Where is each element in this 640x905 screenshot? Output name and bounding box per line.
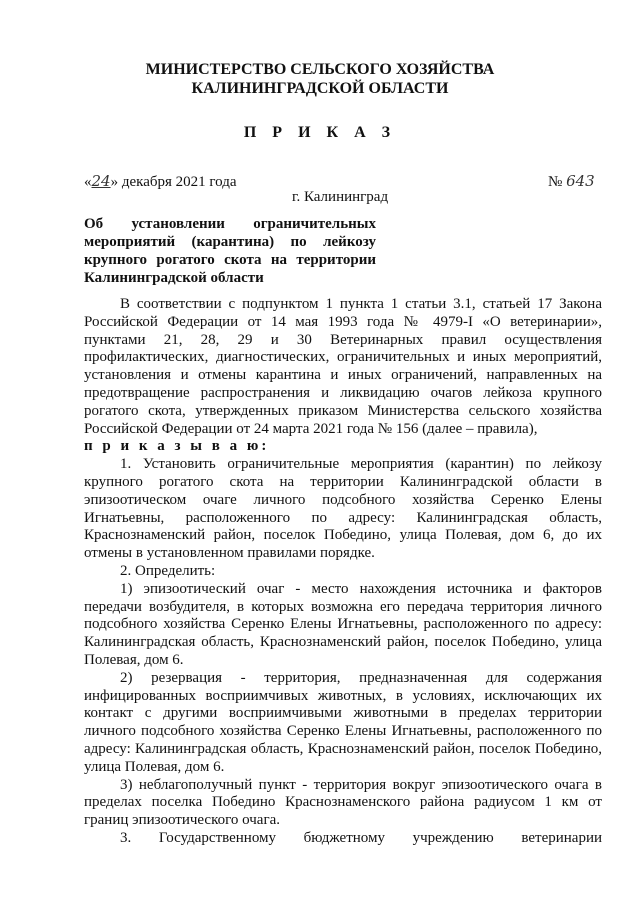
order-date: [84, 172, 237, 191]
item-2: 2. Определить:: [120, 562, 216, 579]
item-3: 3. Государственному бюджетному учреждению ветеринарии: [120, 829, 602, 846]
city: г. Калининград: [292, 189, 389, 205]
date-rest: » декабря 2021 года: [110, 174, 237, 190]
order-title: П Р И К А З: [243, 124, 397, 141]
order-body: [84, 296, 602, 848]
handwritten-number: 643: [566, 172, 595, 190]
item-2-1: 1) эпизоотический очаг - место нахождения источника и факторов передачи возбудителя, в которых возможна его передача территория личного подсобного хозяйства Серенко Елены Игнатьевны, расположенного по адресу: Калининградская область, Краснознаменский район, поселок Победино, улица Полевая, дом 6.: [84, 580, 602, 668]
ministry-heading: [0, 60, 640, 98]
subject-line-3: крупного рогатого скота на территории: [84, 252, 376, 268]
item-1: 1. Установить ограничительные мероприятия (карантин) по лейкозу крупного рогатого скота на территории Калининградской области в эпизоотическом очаге личного подсобного хозяйства Серенко Елены Игнатьевны, расположенного по адресу: Калининградская область, Краснознаменский район, поселок Победино, улица Полевая, дом 6, до их отмены в установленном правилами порядке.: [84, 456, 602, 562]
order-word: п р и к а з ы в а ю:: [84, 438, 270, 455]
intro-paragraph: В соответствии с подпунктом 1 пункта 1 статьи 3.1, статьей 17 Закона Российской Федерации от 14 мая 1993 года № 4979-I «О ветеринарии», пунктами 21, 28, 29 и 30 Ветеринарных правил осуществления профилактических, диагностических, ограничительных и иных мероприятий, установления и отмены карантина и иных ограничений, направленных на предотвращение распространения и ликвидацию очагов лейкоза крупного рогатого скота, утвержденных приказом Министерства сельского хозяйства Российской Федерации от 24 марта 2021 года № 156 (далее – правила),: [84, 296, 602, 437]
item-2-2: 2) резервация - территория, предназначенная для содержания инфицированных восприимчивых животных, в условиях, исключающих их контакт с другими восприимчивыми животными в пределах территории личного подсобного хозяйства Серенко Елены Игнатьевны, расположенного по адресу: Калининградская область, Краснознаменский район, поселок Победино, улица Полевая, дом 6.: [84, 669, 602, 775]
number-label: №: [548, 174, 563, 190]
ministry-line-2: КАЛИНИНГРАДСКОЙ ОБЛАСТИ: [191, 80, 449, 97]
item-2-3: 3) неблагополучный пункт - территория вокруг эпизоотического очага в пределах поселка Победино Краснознаменского района радиусом 1 км от границ эпизоотического очага.: [84, 776, 602, 829]
handwritten-day: 24: [91, 172, 111, 190]
order-number: [548, 172, 595, 191]
subject-line-1: Об установлении ограничительных: [84, 216, 376, 232]
ministry-line-1: МИНИСТЕРСТВО СЕЛЬСКОГО ХОЗЯЙСТВА: [145, 61, 495, 78]
order-subject: [84, 215, 376, 287]
subject-line-2: мероприятий (карантина) по лейкозу: [84, 234, 376, 250]
subject-line-4: Калининградской области: [84, 270, 264, 286]
date-open-quote: «: [84, 174, 92, 190]
